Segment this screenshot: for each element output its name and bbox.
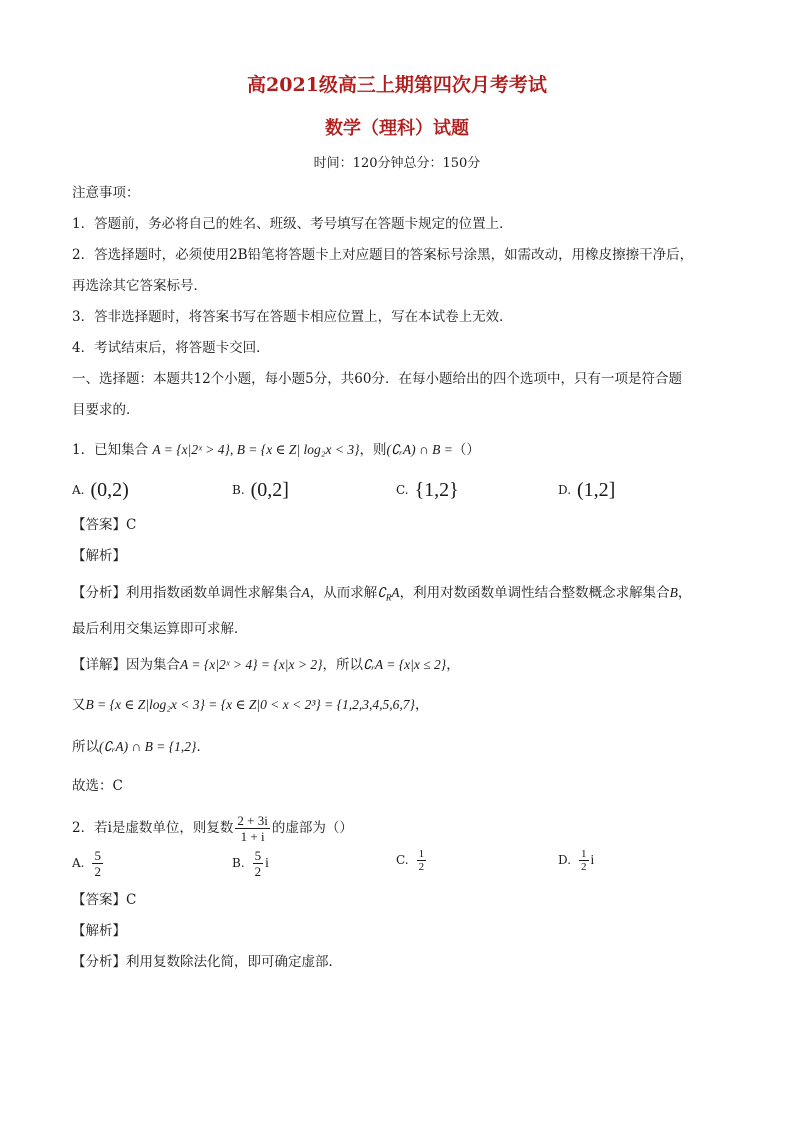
question-1-stem: 1．已知集合 A = {x|2ˣ > 4}, B = {x ∈ Z| log₂x < 3}，则(∁ᵣA) ∩ B =（） <box>72 442 480 458</box>
q1-mid: ，则 <box>359 442 387 458</box>
note-item-4: 4．考试结束后，将答题卡交回． <box>72 340 270 356</box>
notes-heading: 注意事项： <box>72 185 140 201</box>
q2-option-d: D. $\frac{1}{2}$ i <box>558 848 595 873</box>
q1-option-b: B. (0,2] <box>232 479 289 501</box>
q1-option-d-text: (1,2] <box>577 479 616 501</box>
q1-set-b: B = {x ∈ Z| log₂x < 3} <box>236 442 360 457</box>
q2-answer-value: C <box>126 892 137 908</box>
q2-option-c: C. $\frac{1}{2}$ <box>396 848 425 873</box>
q1-fenxi-line-2: 最后利用交集运算即可求解． <box>72 621 248 637</box>
exam-subtitle: 数学（理科）试题 <box>325 118 469 139</box>
q1-guxuan: 故选：C <box>72 778 123 794</box>
q1-xiangjie-line-3: 所以(∁ᵣA) ∩ B = {1,2}． <box>72 739 210 755</box>
q1-option-a-text: (0,2) <box>90 479 129 501</box>
q1-expr: (∁ᵣA) ∩ B = <box>386 442 453 457</box>
q1-option-b-text: (0,2] <box>250 479 289 501</box>
note-item-2a: 2．答选择题时，必须使用2B铅笔将答题卡上对应题目的答案标号涂黑，如需改动，用橡皮擦擦干净后， <box>72 247 694 263</box>
q2-option-a: A. $\frac{5}{2}$ <box>72 848 101 879</box>
q1-option-c-text: {1,2} <box>414 479 459 501</box>
q2-fraction: $\frac{2 + 3i}{1 + i}$ <box>237 813 268 844</box>
q1-xiangjie-line-1: 【详解】因为集合A = {x|2ˣ > 4} = {x|x > 2}，所以∁ᵣA = {x|x ≤ 2}， <box>72 657 460 673</box>
q2-analysis-tag: 【解析】 <box>72 923 126 939</box>
exam-title: 高2021级高三上期第四次月考考试 <box>247 74 547 96</box>
q1-answer-value: C <box>126 517 137 533</box>
q2-option-b: B. $\frac{5}{2}$ i <box>232 848 269 879</box>
q1-prefix: 1．已知集合 <box>72 442 149 458</box>
q1-option-a: A. (0,2) <box>72 479 129 501</box>
q1-xiangjie-line-2: 又B = {x ∈ Z|log₂x < 3} = {x ∈ Z|0 < x < 2³} = {1,2,3,4,5,6,7}， <box>72 697 429 713</box>
q1-set-a: A = {x|2ˣ > 4} <box>152 442 230 457</box>
q1-answer: 【答案】C <box>72 517 137 533</box>
q1-paren: （） <box>452 442 480 458</box>
q1-analysis-tag: 【解析】 <box>72 548 126 564</box>
note-item-1: 1．答题前，务必将自己的姓名、班级、考号填写在答题卡规定的位置上． <box>72 216 513 232</box>
q1-fenxi-line-1: 【分析】利用指数函数单调性求解集合A，从而求解$∁_RA$，利用对数函数单调性结合整数概念求解集合B， <box>72 585 692 603</box>
note-item-3: 3．答非选择题时，将答案书写在答题卡相应位置上，写在本试卷上无效． <box>72 309 513 325</box>
q1-option-c: C. {1,2} <box>396 479 459 501</box>
q2-answer: 【答案】C <box>72 892 137 908</box>
note-item-2b: 再选涂其它答案标号． <box>72 278 207 294</box>
exam-meta: 时间：120分钟总分：150分 <box>313 156 481 171</box>
q1-option-d: D. (1,2] <box>558 479 616 501</box>
section-1-line-2: 目要求的． <box>72 402 140 418</box>
q2-fenxi: 【分析】利用复数除法化简，即可确定虚部． <box>72 954 342 970</box>
section-1-line-1: 一、选择题：本题共12个小题，每小题5分，共60分．在每小题给出的四个选项中，只有一项是符合题 <box>72 371 682 387</box>
question-2-stem: 2．若i是虚数单位，则复数 $\frac{2 + 3i}{1 + i}$ 的虚部为（） <box>72 813 353 844</box>
